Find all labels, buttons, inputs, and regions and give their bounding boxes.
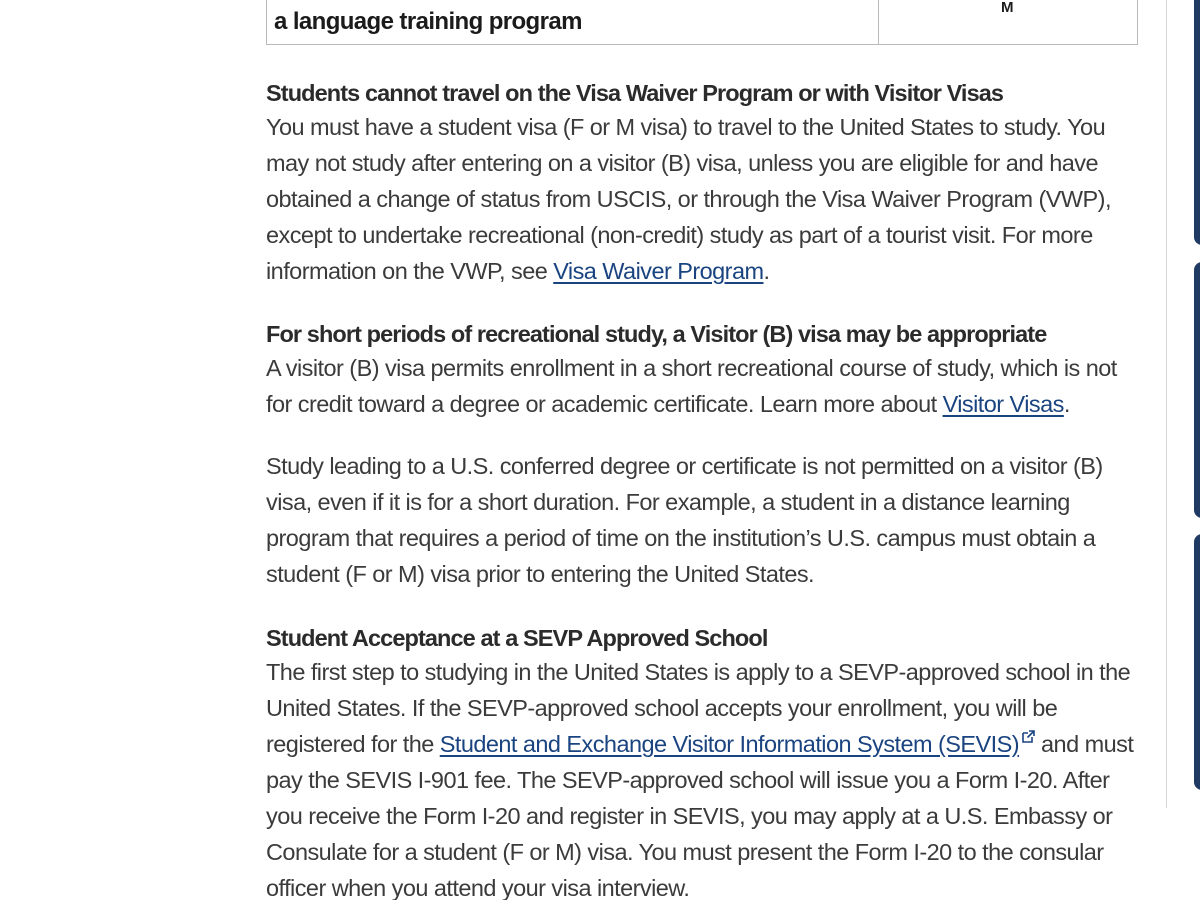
side-tab-1[interactable] bbox=[1194, 0, 1200, 245]
section-paragraph-sevp bbox=[266, 654, 1146, 900]
visitor-visas-link[interactable]: Visitor Visas bbox=[942, 391, 1064, 417]
section-paragraph-degree-restriction: Study leading to a U.S. conferred degree or certificate is not permitted on a visitor (B) visa, even if it is for a short duration. For example, a student in a distance learning program that requires a period of time on the institution’s U.S. campus must obtain a student (F or M) visa prior to entering the United States. bbox=[266, 453, 1103, 587]
section-paragraph-visa-waiver bbox=[266, 109, 1146, 289]
section-paragraph-recreational-study bbox=[266, 350, 1146, 422]
section-recreational-study bbox=[266, 318, 1146, 592]
side-tab-3[interactable] bbox=[1194, 534, 1200, 790]
table-cell-program: a language training program bbox=[267, 0, 879, 44]
section-sevp-acceptance bbox=[266, 622, 1146, 900]
external-link-icon bbox=[1021, 730, 1035, 744]
visa-type-value: M bbox=[1001, 0, 1014, 16]
sevis-link[interactable] bbox=[440, 731, 1019, 757]
section-heading-sevp: Student Acceptance at a SEVP Approved School bbox=[266, 625, 768, 651]
section-heading-recreational-study: For short periods of recreational study, a Visitor (B) visa may be appropriate bbox=[266, 321, 1047, 347]
visa-waiver-program-link[interactable]: Visa Waiver Program bbox=[553, 258, 764, 284]
paragraph-tail: . bbox=[763, 258, 770, 284]
paragraph-text: You must have a student visa (F or M visa) to travel to the United States to study. You may not study after entering on a visitor (B) visa, unless you are eligible for and have obtained a change of status from USCIS, or through the Visa Waiver Program (VWP), except to undertake recreational (non-credit) study as part of a tourist visit. For more information on the VWP, see bbox=[266, 114, 1111, 284]
paragraph-text: The first step to studying in the United States is apply to a SEVP-approved school in the United States. If the SEVP-approved school accepts your enrollment, you will be registered for the bbox=[266, 659, 1131, 757]
section-heading-visa-waiver: Students cannot travel on the Visa Waiver Program or with Visitor Visas bbox=[266, 80, 1004, 106]
sevis-link-label: Student and Exchange Visitor Information System (SEVIS) bbox=[439, 731, 1020, 757]
right-rail-divider bbox=[1166, 0, 1167, 808]
paragraph-text: A visitor (B) visa permits enrollment in a short recreational course of study, which is not for credit toward a degree or academic certificate. Learn more about bbox=[266, 355, 1117, 417]
section-visa-waiver bbox=[266, 77, 1146, 289]
table-cell-visa-type bbox=[879, 0, 1137, 44]
paragraph-tail: and must pay the SEVIS I-901 fee. The SEVP-approved school will issue you a Form I-20. After you receive the Form I-20 and register in SEVIS, you may apply at a U.S. Embassy or Consulate for a student (F or M) visa. You must present the Form I-20 to the consular officer when you attend your visa interview. bbox=[266, 731, 1134, 900]
paragraph-tail: . bbox=[1063, 391, 1070, 417]
visa-category-table-row bbox=[266, 0, 1138, 45]
side-tab-2[interactable] bbox=[1194, 262, 1200, 518]
